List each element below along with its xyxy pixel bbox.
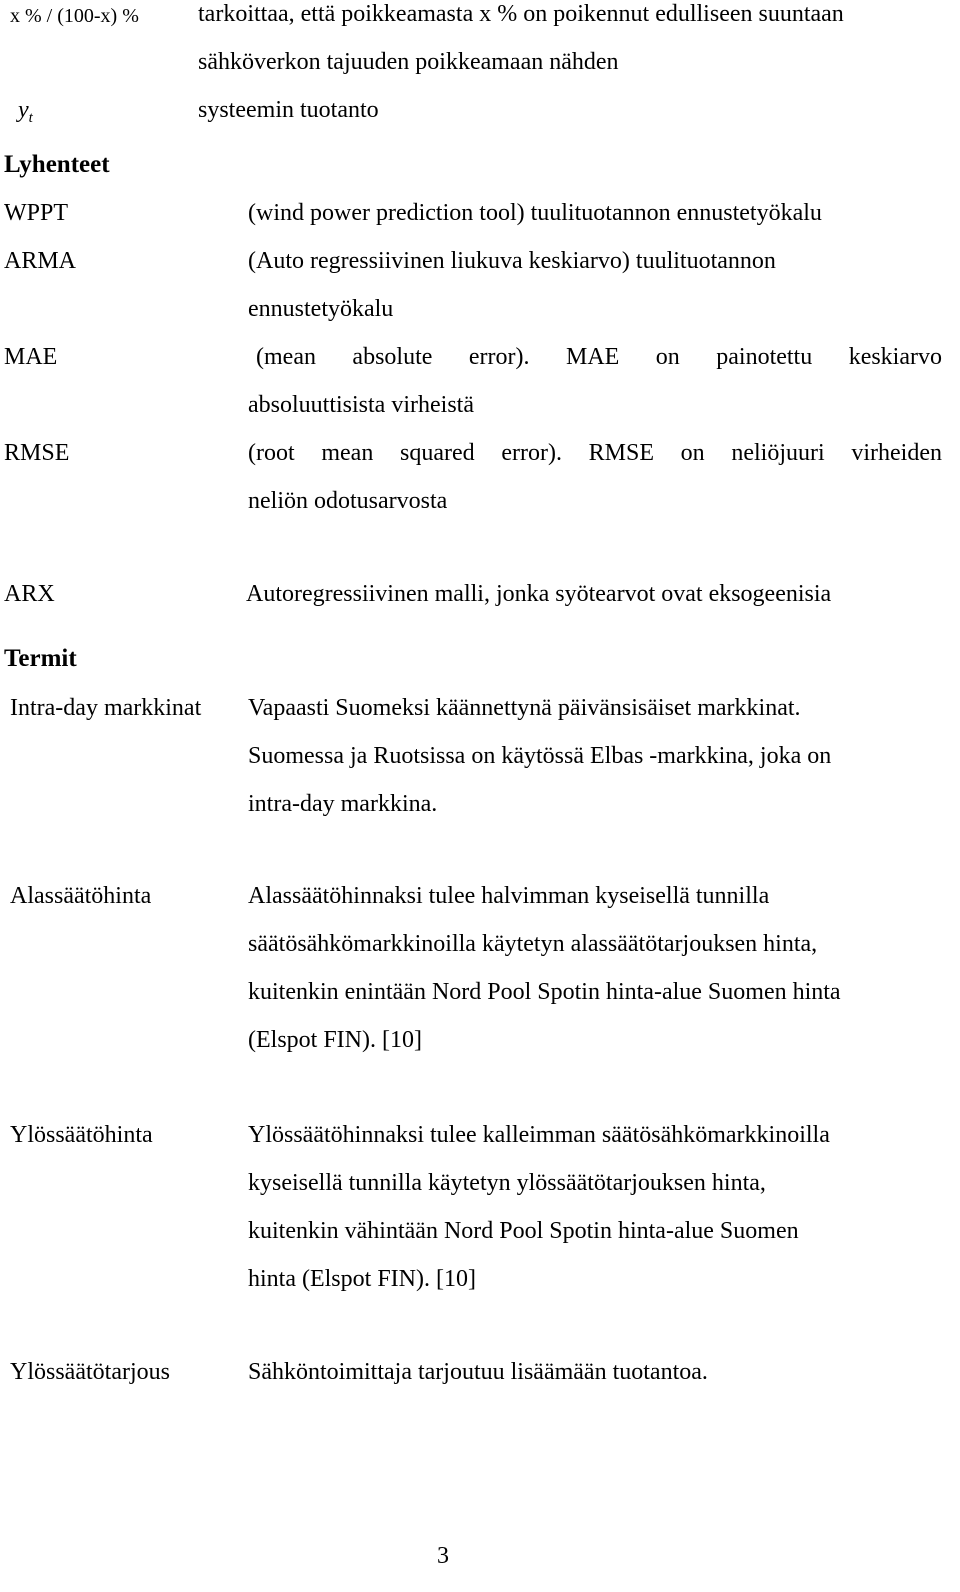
term-definition-alassaatohinta [248,872,942,1064]
term-definition-ylossaatohinta [248,1111,942,1303]
definition-line: hinta (Elspot FIN). [10] [248,1266,476,1292]
definition-line: neliön odotusarvosta [248,488,448,514]
symbol-definition-yt [198,86,379,134]
term-definition-ylossaatotarjous [248,1348,942,1396]
abbreviation-definition-arx [246,570,942,618]
term-ylossaatotarjous: Ylössäätötarjous [10,1359,170,1385]
section-heading-terms: Termit [4,645,77,672]
abbreviation-definition-mae [248,333,942,429]
symbol-term-yt [18,96,33,132]
definition-line: Sähköntoimittaja tarjoutuu lisäämään tuotantoa. [248,1359,708,1385]
abbreviation-definition-rmse [248,429,942,525]
symbol-subscript: t [28,110,33,126]
definition-line: systeemin tuotanto [198,97,379,123]
definition-line: (wind power prediction tool) tuulituotannon ennustetyökalu [248,200,822,226]
definition-line: kyseisellä tunnilla käytetyn ylössäätötarjouksen hinta, [248,1170,766,1196]
definition-line: kuitenkin vähintään Nord Pool Spotin hinta-alue Suomen [248,1218,799,1244]
definition-line: (Auto regressiivinen liukuva keskiarvo) tuulituotannon [248,248,776,274]
page-number: 3 [437,1543,449,1569]
definition-line: ennustetyökalu [248,296,394,322]
term-ylossaatohinta: Ylössäätöhinta [10,1122,153,1148]
definition-line: absoluuttisista virheistä [248,392,474,418]
definition-line: (mean absolute error). MAE on painotettu keskiarvo [256,344,942,370]
abbreviation-term-rmse: RMSE [4,440,70,466]
abbreviation-definition-arma [248,237,942,333]
definition-line: Alassäätöhinnaksi tulee halvimman kyseisellä tunnilla [248,883,770,909]
definition-line: Ylössäätöhinnaksi tulee kalleimman säätösähkömarkkinoilla [248,1122,830,1148]
definition-line: Vapaasti Suomeksi käännettynä päivänsisäiset markkinat. [248,695,801,721]
abbreviation-term-mae: MAE [4,344,58,370]
definition-line: (root mean squared error). RMSE on neliöjuuri virheiden [248,440,942,466]
abbreviation-term-wppt: WPPT [4,200,69,226]
definition-line: Autoregressiivinen malli, jonka syötearvot ovat eksogeenisia [246,581,832,607]
section-heading-abbreviations: Lyhenteet [4,151,110,178]
term-intra-day: Intra-day markkinat [10,695,202,721]
abbreviation-definition-wppt [248,189,942,237]
abbreviation-term-arx: ARX [4,581,55,607]
term-definition-intra-day [248,684,942,828]
term-alassaatohinta: Alassäätöhinta [10,883,152,909]
symbol-variable: y [18,97,29,123]
definition-line: säätösähkömarkkinoilla käytetyn alassäätötarjouksen hinta, [248,931,818,957]
definition-line: sähköverkon tajuuden poikkeamaan nähden [198,49,619,75]
abbreviation-term-arma: ARMA [4,248,77,274]
definition-line: intra-day markkina. [248,791,438,817]
symbol-definition-x-percent [198,0,844,86]
definition-line: kuitenkin enintään Nord Pool Spotin hinta-alue Suomen hinta [248,979,841,1005]
symbol-term-x-percent: x % / (100-x) % [10,5,139,27]
definition-line: (Elspot FIN). [10] [248,1027,422,1053]
definition-line: tarkoittaa, että poikkeamasta x % on poikennut edulliseen suuntaan [198,1,844,27]
definition-line: Suomessa ja Ruotsissa on käytössä Elbas -markkina, joka on [248,743,832,769]
